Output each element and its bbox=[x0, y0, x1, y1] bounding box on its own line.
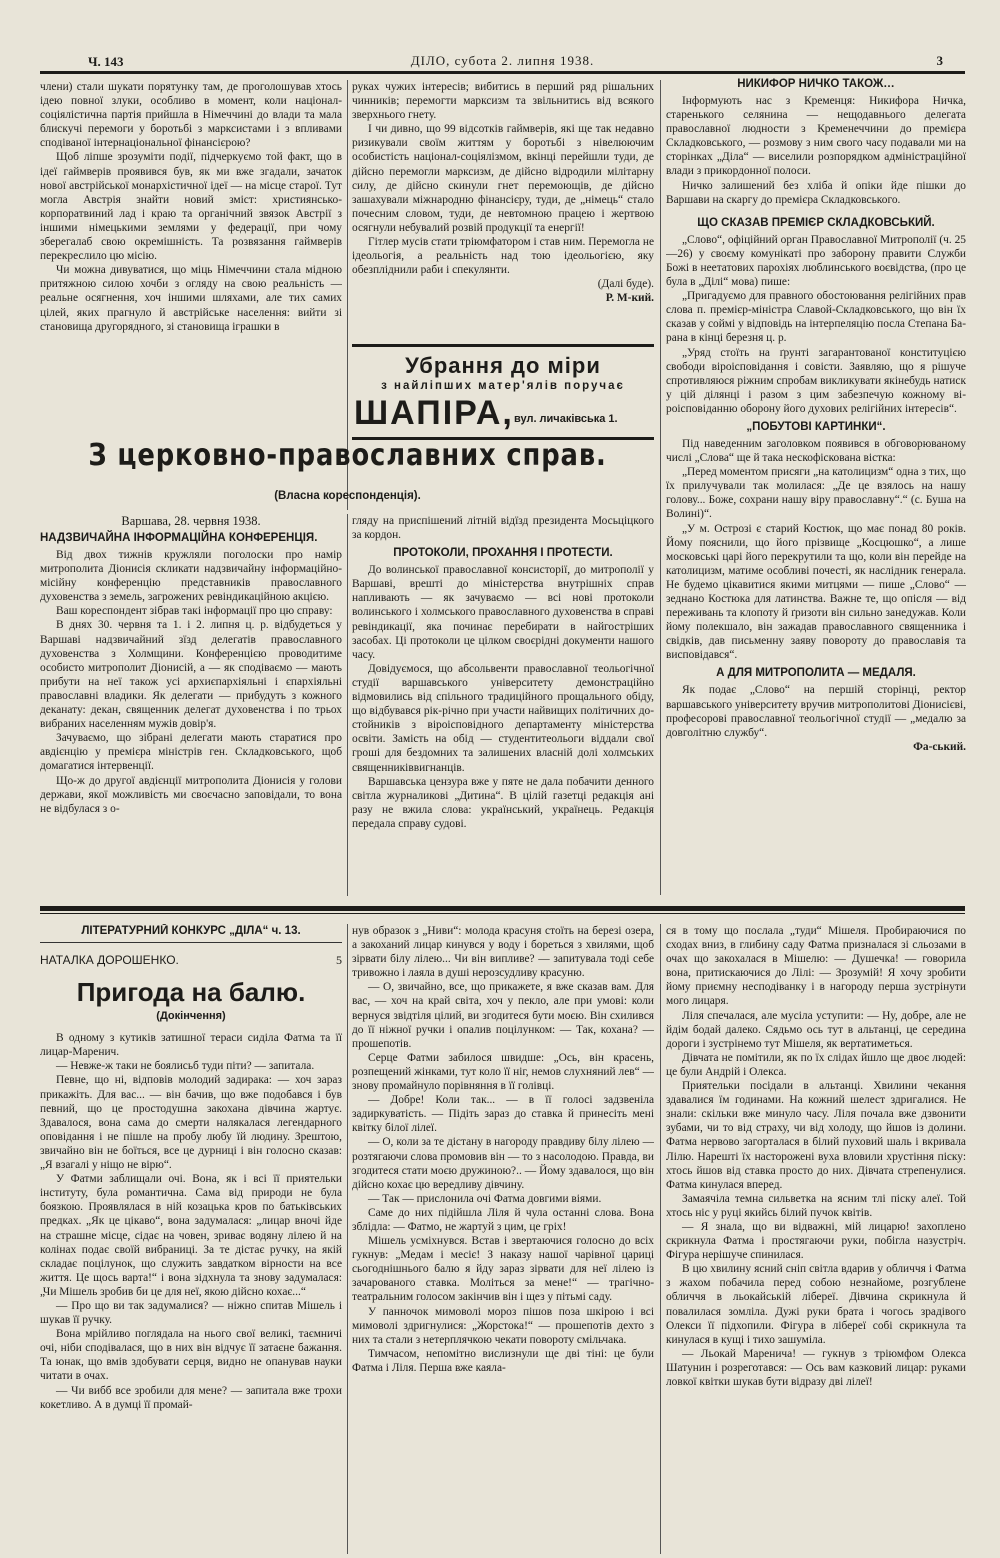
paragraph: До волинської православної консисторії, до митрополії у Варшаві, врешті до міністерства внутрішніх справ напливають — як зачуваємо — всі нові протоколи волинського і холмського православного духовенства в справі ревіндикації, яка починає перебирати в найгостріших засобах. Ці протоколи це цілком своєрідні документи нашого часу. bbox=[352, 564, 654, 661]
column-divider bbox=[347, 924, 348, 1554]
protocols-heading: ПРОТОКОЛИ, ПРОХАННЯ І ПРОТЕСТИ. bbox=[393, 547, 613, 560]
contest-heading: ЛІТЕРАТУРНИЙ КОНКУРС „ДІЛА“ ч. 13. bbox=[40, 924, 342, 943]
paragraph: Інформують нас з Кременця: Никифора Ничка, старенького селянина — нещодавнього делегата православної людности з Кременеччини до премієра Складковського, — розмову з ним свого часу подавали ми на сторінках „Діла“ — виселили розпорядком адміністраційної влади з прикордонної полоси. bbox=[666, 95, 966, 178]
paragraph: Мішель усміхнувся. Встав і звертаючися голосно до всіх гукнув: „Медам і месіє! З наказу нашої чарівної цариці сьогоднішнього балю я йду зараз зірвати для неї лілею із зачарованого ставка. Моліться за мене!“ — трагічно-театральним голосом закінчив він і щез у пітьмі саду. bbox=[352, 1235, 654, 1304]
paragraph: Що-ж до другої авдієнції митрополита Діонисія у голови держави, якої можливість ми своєчасно заповідали, то вона не відбулася з о- bbox=[40, 774, 342, 815]
paragraph: Довідуємося, що абсольвенти православної теольогічної студії варшавського університету демонстраційно відмовились від спільного традиційного прощального обіду, що відбувався рік-річно при участи найвищих політичних достойників з віроісповідного департаменту міністерства освіти. Замість на обід — студентитеольоги віддали свої гроші для бездомних та залишених власній долі холмських священниківвигнанців. bbox=[352, 662, 654, 774]
advert-address: вул. личаківська 1. bbox=[514, 413, 618, 425]
story-subtitle: (Докінчення) bbox=[156, 1010, 226, 1023]
paragraph: гляду на приспішений літній відїзд президента Мосьціцкого за кордон. bbox=[352, 515, 654, 542]
church-column-1 bbox=[40, 530, 342, 898]
paragraph: — Добре! Коли так... — в її голосі задзвеніла задиркуватість. — Підіть зараз до ставка й принесіть мені квітку білої лілеї. bbox=[352, 1094, 654, 1135]
paragraph: „У м. Острозі є старий Костюк, що має понад 80 років. Йому пояснили, що його прізвище „Косцюшко“, а лише московські царі його перекрутили та що, коли він перейде на католицизм, матиме особливі почесті, як наслідник генерала. Не будемо цікавитися якими митцями — пише „Слово“ — зеднано Костюка для латинства. Важне те, що опісля — від переживань та клопоту й ґризоти він сильно занедужав. Коли йому полекшало, він зажадав православного священника і свідків, дав письменну заяву повороту до православія та висповідався“. bbox=[666, 522, 966, 662]
paragraph: У Фатми заблищали очі. Вона, як і всі її приятельки інституту, була романтична. Сама від природи не була боязкою. Проявлялася в ній козацька кров по батьківських предках. „Як це цікаво“, вона задумалася: „лицар вночі йде на страшне місце, сідає на човен, зриває водяну лілею й на колінах подає своїй вибраниці. За те дістає ручку, на якій складає поцілунок, що служить завдатком вірности на все життя. Це щось варта!“ і вона зідхнула та знову задумалася: „Чи Мішель зробив би це для неї, якою дійсно кохає...“ bbox=[40, 1173, 342, 1298]
paragraph: Серце Фатми забилося швидше: „Ось, він красень, розпещений жінками, тут коло її ніг, немов слухняний лев“ — знову промайнуло порівняння в її голівці. bbox=[352, 1051, 654, 1093]
paragraph: Зачуваємо, що зібрані делегати мають старатися про авдієнцію у премієра міністрів ген. Складковського, щоб домагатися інтервенції. bbox=[40, 732, 342, 773]
paragraph: Приятельки посідали в альтанці. Хвилини чекання здавалися їм годинами. На кожний шелест здригалися. Не знали: скільки вже минуло часу. Ліля почала вже дзвонити зубами, чи то від страху, чи від холоду, що йшов із долини. Фатма нервово загорталася в білий пуховий шаль і вкривала Лілю. Нарешті їх насторожені вуха вловили хрустіння піску: хтось йшов від ставка просто до них. Дівчата стрепенулися. Фатма кинулася вперед. bbox=[666, 1080, 966, 1191]
paragraph: Щоб ліпше зрозуміти події, підчеркуємо той факт, що в ідеї гаймверів проявився був, як ми вже згадали, зачаток нової австрійської монархістичної ідеї — на місце старої. Тут могла Австрія знайти новий зміст: християнсько-корпоратвиний лад і краю та органічний звязок Австрії з іншими німецькими землями у федерації, при чому зберегалаб свою окремішність. Та розвязання гаймверів перекреслило цю місію. bbox=[40, 151, 342, 263]
advert-line1: Убрання до міри bbox=[405, 353, 601, 378]
header-rule bbox=[40, 71, 965, 74]
column-divider bbox=[347, 514, 348, 896]
story-author: НАТАЛКА ДОРОШЕНКО. bbox=[40, 953, 179, 968]
paragraph: „Уряд стоїть на ґрунті загарантованої конституцією свободи віроісповідання і совісти. Заявляю, що я рішуче спротивляюся ріжним спробам викликувати якінебудь натиск у цій ділянці і разом з цим забезпечую кожному віроісповіданню оборону його духових релігійних інтересів“. bbox=[666, 346, 966, 415]
shapira-advert bbox=[352, 344, 654, 440]
paragraph: — О, звичайно, все, що прикажете, я вже сказав вам. Для вас, — хоч на край світа, хоч у пекло, але при умові: коли вернуся звідтіля цілий, ви згодитеся бути моєю. Він схилився до її ніжної ручки і опалив поцілунком: — Так, кохана? — прошепотів. bbox=[352, 981, 654, 1050]
paragraph: Чи можна дивуватися, що міць Німеччини стала мідною притяжною силою хочби з огляду на свою реальність — реальне осягнення, хоч іншими шляхами, але тих самих цілей, яких прагнуло й австрійське населення: вийти зі становища другорядного, зі становища іграшки в bbox=[40, 264, 342, 333]
medal-heading: А ДЛЯ МИТРОПОЛИТА — МЕДАЛЯ. bbox=[716, 667, 916, 680]
story-number: 5 bbox=[336, 953, 342, 968]
column-divider bbox=[660, 80, 661, 895]
dateline: Варшава, 28. червня 1938. bbox=[121, 514, 261, 528]
section-divider bbox=[40, 906, 965, 911]
paragraph: — Льокай Маренича! — гукнув з тріюмфом Олекса Шатунин і розреготався: — Ось вам казковий лицар: руками ловкої квітки шукав бути відразу дві лілеї! bbox=[666, 1347, 966, 1388]
paragraph: В цю хвилину ясний сніп світла вдарив у обличчя і Фатма з жахом побачила перед собою незнайоме, розгублене обличчя в льокайській лібереї. Дівчина скрикнула й повалилася зомліла. Дужі руки брата і чогось зрадівого Олекси її підхопили. Фігура в лібереї собі скрикнула та кинулася в кущі і тихо зашуміла. bbox=[666, 1263, 966, 1346]
conference-heading: НАДЗВИЧАЙНА ІНФОРМАЦІЙНА КОНФЕРЕНЦІЯ. bbox=[40, 532, 318, 544]
paragraph: В днях 30. червня та 1. і 2. липня ц. р. відбудеться у Варшаві надзвичайний зїзд делегатів православного духовенства з Холмщини. Конференцією проводитиме особисто митрополит Діонисій, а — як сподіваємо — мають прибути на неї також усі архиєпархіяльні і єпархіяльні православні владики. Як делегати — прибудуть з кожного деканату: декан, священник делегат духовенства і по трьох вибраних населенням мужів довір'я. bbox=[40, 619, 342, 731]
paragraph: Варшавська цензура вже у пяте не дала побачити денного світла журналикові „Дитина“. В цілій газетці редакція ані разу не вжила слова: український, українець. Редакція передала справу судові. bbox=[352, 775, 654, 830]
contest-column-1 bbox=[40, 924, 342, 1554]
church-subtitle: (Власна кореспонденція). bbox=[274, 490, 421, 502]
paragraph: Ничко залишений без хліба й опіки йде пішки до Варшави на скаргу до премієра Складковського. bbox=[666, 179, 966, 206]
page-number: 3 bbox=[936, 53, 943, 68]
paragraph: Під наведенним заголовком появився в обговорюваному числі „Слова“ ще й така нескофіскована вістка: bbox=[666, 437, 966, 465]
continued-note: (Далі буде). bbox=[597, 278, 654, 291]
nychko-heading: НИКИФОР НИЧКО ТАКОЖ… bbox=[737, 78, 895, 90]
column-divider bbox=[660, 924, 661, 1554]
paragraph: „Пригадуємо для правного обостоювання релігійних прав слова п. премієр-міністра Славой-Складковського, що він їх сказав у соймі у відповідь на інтерпеляцію посла Степана Барана в кінці березня ц. р. bbox=[666, 290, 966, 345]
church-title: З церковно-православних справ. bbox=[88, 438, 607, 473]
top-middle-column bbox=[352, 80, 654, 340]
church-column-2 bbox=[352, 514, 654, 898]
paragraph: Ваш кореспондент зібрав такі інформації про цю справу: bbox=[56, 605, 333, 618]
page-header bbox=[40, 50, 965, 72]
story-title: Пригода на балю. bbox=[76, 977, 306, 1008]
right-column bbox=[666, 76, 966, 898]
paragraph: Тимчасом, непомітно вислизнули ще дві тіні: це були Фатма і Ліля. Перша вже каяла- bbox=[352, 1347, 654, 1374]
paragraph: — Так — прислонила очі Фатма довгими віями. bbox=[368, 1192, 602, 1205]
paragraph: Гітлер мусів стати тріюмфатором і став ним. Перемогла не ідеольогія, а реальність над тою ідеольогією, яку обезпліднили раби і спекулянти. bbox=[352, 236, 654, 277]
paragraph: „Перед моментом присяги „на католицизм“ одна з тих, що їх прилучували так молилася: „Де це взялось на нашу голову... Боже, сохрани нашу віру православну“.“ (с. Буша на Волині)“. bbox=[666, 466, 966, 521]
pictures-heading: „ПОБУТОВІ КАРТИНКИ“. bbox=[746, 420, 886, 433]
paragraph: ся в тому що послала „туди“ Мішеля. Пробираючися по сходах вниз, в глибину саду Фатма призналася зі сльозами в очах що закохалася в Мішелю: — Душечка! — говорила вона, притискаючися до Лілі: — Зрозумій! Я хочу зробити йому приємну несподіванку і в нагороду перша зустрінути мого лицаря. bbox=[666, 925, 966, 1008]
paragraph: Від двох тижнів кружляли поголоски про намір митрополита Діонисія скликати надзвичайну інформаційно-місійну конференцію представників православного духовенства з земель, загрожених ревіндикаційною акцією. bbox=[40, 549, 342, 604]
paragraph: Певне, що ні, відповів молодий задирака: — хоч зараз прикажіть. Для вас... — він бачив, що вже подобався і був певний, що це простодушна закохана дівчина жартує. Здавалося, вона сама до смерти налякалася легендарного оповідання і не пішле на пробу любу їй людину. Зрештою, звичайно він не боїться, все це дурниці і він голосно сказав: „Я взагалі у ніщо не вірю“. bbox=[40, 1074, 342, 1172]
contest-column-2 bbox=[352, 924, 654, 1554]
paragraph: — Чи вибб все зробили для мене? — запитала вже трохи кокетливо. А в думці її промай- bbox=[40, 1384, 342, 1411]
paragraph: У панночок мимоволі мороз пішов поза шкірою і всі мимоволі здригнулися: „Жорстока!“ — прошепотів дехто з них та стали з нетерплячкою чекати повороту смільчака. bbox=[352, 1305, 654, 1346]
advert-name: ШАПІРА, bbox=[354, 394, 514, 432]
paragraph: Саме до них підійшла Ліля й чула останні слова. Вона зблідла: — Фатмо, не жартуй з цим, це гріх! bbox=[352, 1206, 654, 1233]
paragraph: І чи дивно, що 99 відсотків гаймверів, які ще так недавно ризикували своїм життям у боротьбі з нівелюючим особистість націонал-соціялізмом, вкінці перейшли туди, де дійсно перемогли марксизм, де дійсно відродили мілітарну силу, де дійсно скинули гнет перемоющів, де дійсно зашахували міжнародню фінансієру, туди, де „німець“ стало почесним словом, туди, де невтомною працею і жертвою осягнули небувалий розвій продукції та енергії! bbox=[352, 123, 654, 234]
article-author: Фа-ський. bbox=[913, 740, 966, 753]
paragraph: Як подає „Слово“ на першій сторінці, ректор варшавського університету вручив митрополитові Діонисієві, професорові православної теольогічної студії — „медалю за довголітню службу“. bbox=[666, 684, 966, 739]
paragraph: Замаячіла темна сильветка на ясним тлі піску алеї. Той хтось ніс у руці якийсь білий пучок квітів. bbox=[666, 1192, 966, 1219]
paragraph: нув образок з „Ниви“: молода красуня стоїть на березі озера, а закоханий лицар кинувся у воду і бореться з хвилями, щоб зірвати білу лілею... Чи він випливе? — запитувала тоді себе тривожно і лаяла в душі нерозсудливу красуню. bbox=[352, 925, 654, 980]
paragraph: Ліля спечалася, але мусіла уступити: — Ну, добре, але не йдім бодай далеко. Сядьмо ось тут в альтанці, це середина дороги і зустрінемо тут Мішеля, як вертатиметься. bbox=[666, 1009, 966, 1050]
paragraph: В одному з кутиків затишної тераси сиділа Фатма та її лицар-Маренич. bbox=[40, 1032, 342, 1059]
paragraph: Дівчата не помітили, як по їх слідах йшло ще двоє людей: це були Андрій і Олекса. bbox=[666, 1051, 966, 1078]
paragraph: — О, коли за те дістану в нагороду правдиву білу лілею — розтягаючи слова промовив він — то з насолодою. Правда, ви згодитеся стати моєю дружиною?.. — Йому здавалося, що він дійсно кохає цю вередливу дівчину. bbox=[352, 1136, 654, 1191]
header-title: ДІЛО, субота 2. липня 1938. bbox=[410, 53, 595, 68]
paragraph: — Невже-ж таки не боялисьб туди піти? — запитала. bbox=[56, 1060, 315, 1073]
paragraph: — Я знала, що ви відважні, мій лицарю! захоплено скрикнула Фатма і простягаючи руки, побігла назустріч. Фігура нерішуче спинилася. bbox=[666, 1220, 966, 1262]
paragraph: Вона мрійливо поглядала на нього свої великі, таємничі очі, ніби сподівалася, що в них він відчує її затаєне бажання. Та юнак, що вмів здобувати серця, видно не опанував науки читати в очах. bbox=[40, 1328, 342, 1383]
article-author: Р. М-кий. bbox=[605, 292, 654, 305]
advert-line2: з найліпших матер'ялів поручає bbox=[381, 380, 625, 392]
paragraph: „Слово“, офіційний орган Православної Митрополії (ч. 25—26) у своєму комунікаті про заборону правити Служби Божі в неетатових парохіях люблинського воєвідства, (про це була в „Ділі“ мова) пише: bbox=[666, 233, 966, 289]
paragraph: члени) стали шукати порятунку там, де проголошував хтось ідею повної злуки, особливо в момент, коли націонал-соціялістична партія прийшла в Німеччині до влади та мала блискучі перемоги у боротьбі з марксистами і з впливами сподіваної інтернаціональної фінансієрою? bbox=[40, 81, 342, 150]
premier-heading: ЩО СКАЗАВ ПРЕМІЄР СКЛАДКОВСЬКИЙ. bbox=[697, 216, 935, 229]
section-divider-thin bbox=[40, 913, 965, 914]
paragraph: — Про що ви так задумалися? — ніжно спитав Мішель і шукав її ручку. bbox=[40, 1299, 342, 1327]
paragraph: руках чужих інтересів; вибитись в перший ряд рішальних чинників; перемогти марксизм та звільнитись від всякого зверхнього гнету. bbox=[352, 81, 654, 122]
issue-number: Ч. 143 bbox=[88, 54, 124, 69]
contest-column-3 bbox=[666, 924, 966, 1554]
